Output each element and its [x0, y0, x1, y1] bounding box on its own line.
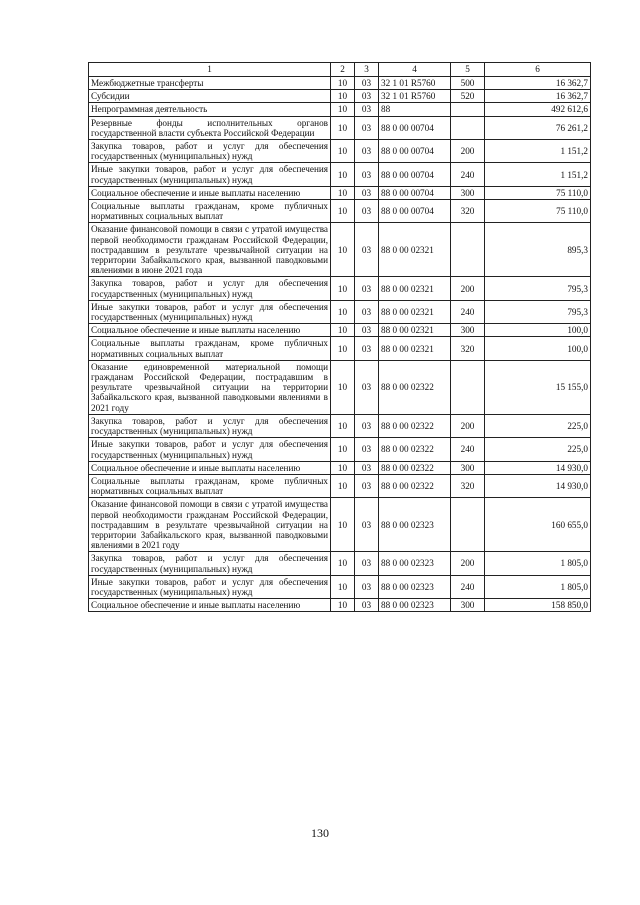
- page-number: 130: [311, 826, 329, 840]
- cell-subsection: 03: [355, 360, 379, 414]
- table-row: [89, 116, 591, 139]
- cell-subsection: 03: [355, 337, 379, 360]
- table-row: [89, 324, 591, 337]
- cell-name: Иные закупки товаров, работ и услуг для обеспечения государственных (муниципальных) нужд: [89, 300, 331, 323]
- cell-section: 10: [331, 552, 355, 575]
- cell-amount: 16 362,7: [485, 90, 591, 103]
- cell-section: 10: [331, 575, 355, 598]
- cell-subsection: 03: [355, 116, 379, 139]
- cell-subsection: 03: [355, 474, 379, 497]
- cell-expense-type: [451, 103, 485, 116]
- cell-amount: 795,3: [485, 277, 591, 300]
- cell-expense-type: [451, 360, 485, 414]
- cell-amount: 16 362,7: [485, 77, 591, 90]
- table-row: [89, 200, 591, 223]
- cell-target-code: 88 0 00 02321: [379, 277, 451, 300]
- cell-expense-type: [451, 498, 485, 552]
- cell-name: Закупка товаров, работ и услуг для обеспечения государственных (муниципальных) нужд: [89, 140, 331, 163]
- cell-amount: 158 850,0: [485, 599, 591, 612]
- cell-expense-type: 320: [451, 337, 485, 360]
- cell-name: Социальные выплаты гражданам, кроме публичных нормативных социальных выплат: [89, 200, 331, 223]
- table-row: [89, 277, 591, 300]
- header-col-name: 1: [89, 63, 331, 77]
- cell-subsection: 03: [355, 77, 379, 90]
- table-row: [89, 223, 591, 277]
- cell-expense-type: 200: [451, 140, 485, 163]
- cell-amount: 492 612,6: [485, 103, 591, 116]
- cell-name: Иные закупки товаров, работ и услуг для обеспечения государственных (муниципальных) нужд: [89, 438, 331, 461]
- cell-section: 10: [331, 324, 355, 337]
- header-col-target-code: 4: [379, 63, 451, 77]
- cell-subsection: 03: [355, 552, 379, 575]
- cell-amount: 160 655,0: [485, 498, 591, 552]
- cell-amount: 76 261,2: [485, 116, 591, 139]
- header-col-subsection: 3: [355, 63, 379, 77]
- cell-target-code: 88 0 00 02323: [379, 498, 451, 552]
- header-col-expense-type: 5: [451, 63, 485, 77]
- cell-amount: 14 930,0: [485, 474, 591, 497]
- cell-target-code: 88 0 00 00704: [379, 186, 451, 199]
- cell-amount: 225,0: [485, 414, 591, 437]
- cell-name: Оказание финансовой помощи в связи с утратой имущества первой необходимости гражданам Российской Федерации, пострадавшим в результате чрезвычайной ситуации на территории Забайкальского края, вызванной паводковыми явлениями в июне 2021 года: [89, 223, 331, 277]
- cell-target-code: 88 0 00 02321: [379, 337, 451, 360]
- cell-section: 10: [331, 77, 355, 90]
- cell-expense-type: [451, 116, 485, 139]
- cell-section: 10: [331, 163, 355, 186]
- table-row: [89, 337, 591, 360]
- cell-subsection: 03: [355, 200, 379, 223]
- table-header: [89, 63, 591, 77]
- cell-section: 10: [331, 498, 355, 552]
- table-row: [89, 77, 591, 90]
- table-row: [89, 300, 591, 323]
- table-row: [89, 163, 591, 186]
- cell-name: Резервные фонды исполнительных органов государственной власти субъекта Российской Федерации: [89, 116, 331, 139]
- cell-amount: 795,3: [485, 300, 591, 323]
- cell-expense-type: 300: [451, 599, 485, 612]
- cell-amount: 225,0: [485, 438, 591, 461]
- cell-amount: 895,3: [485, 223, 591, 277]
- cell-subsection: 03: [355, 300, 379, 323]
- cell-amount: 1 151,2: [485, 140, 591, 163]
- table-row: [89, 461, 591, 474]
- table-body: [89, 77, 591, 612]
- table-row: [89, 414, 591, 437]
- cell-expense-type: 200: [451, 552, 485, 575]
- cell-amount: 1 805,0: [485, 552, 591, 575]
- cell-target-code: 88 0 00 02322: [379, 360, 451, 414]
- table-row: [89, 552, 591, 575]
- cell-target-code: 88 0 00 00704: [379, 116, 451, 139]
- cell-name: Социальное обеспечение и иные выплаты населению: [89, 461, 331, 474]
- cell-expense-type: 240: [451, 575, 485, 598]
- header-col-section: 2: [331, 63, 355, 77]
- cell-name: Непрограммная деятельность: [89, 103, 331, 116]
- cell-expense-type: 320: [451, 200, 485, 223]
- cell-section: 10: [331, 360, 355, 414]
- cell-subsection: 03: [355, 103, 379, 116]
- table-row: [89, 599, 591, 612]
- cell-section: 10: [331, 116, 355, 139]
- cell-section: 10: [331, 277, 355, 300]
- cell-subsection: 03: [355, 186, 379, 199]
- cell-subsection: 03: [355, 90, 379, 103]
- table-row: [89, 498, 591, 552]
- cell-expense-type: 240: [451, 438, 485, 461]
- cell-section: 10: [331, 200, 355, 223]
- cell-target-code: 88 0 00 02321: [379, 223, 451, 277]
- table-row: [89, 103, 591, 116]
- cell-amount: 15 155,0: [485, 360, 591, 414]
- cell-amount: 14 930,0: [485, 461, 591, 474]
- cell-name: Межбюджетные трансферты: [89, 77, 331, 90]
- table-row: [89, 438, 591, 461]
- cell-section: 10: [331, 300, 355, 323]
- cell-subsection: 03: [355, 461, 379, 474]
- cell-subsection: 03: [355, 223, 379, 277]
- cell-amount: 1 151,2: [485, 163, 591, 186]
- cell-subsection: 03: [355, 277, 379, 300]
- cell-section: 10: [331, 438, 355, 461]
- cell-expense-type: 200: [451, 277, 485, 300]
- table-row: [89, 575, 591, 598]
- cell-target-code: 88 0 00 02322: [379, 414, 451, 437]
- cell-target-code: 88 0 00 02323: [379, 599, 451, 612]
- cell-name: Закупка товаров, работ и услуг для обеспечения государственных (муниципальных) нужд: [89, 277, 331, 300]
- cell-subsection: 03: [355, 498, 379, 552]
- budget-table: [88, 62, 591, 612]
- cell-name: Социальные выплаты гражданам, кроме публичных нормативных социальных выплат: [89, 474, 331, 497]
- cell-section: 10: [331, 461, 355, 474]
- cell-target-code: 88 0 00 02323: [379, 552, 451, 575]
- cell-section: 10: [331, 474, 355, 497]
- cell-amount: 100,0: [485, 324, 591, 337]
- cell-name: Закупка товаров, работ и услуг для обеспечения государственных (муниципальных) нужд: [89, 552, 331, 575]
- cell-target-code: 88: [379, 103, 451, 116]
- cell-name: Социальное обеспечение и иные выплаты населению: [89, 599, 331, 612]
- table-row: [89, 90, 591, 103]
- cell-expense-type: 520: [451, 90, 485, 103]
- cell-subsection: 03: [355, 324, 379, 337]
- cell-amount: 75 110,0: [485, 200, 591, 223]
- cell-target-code: 32 1 01 R5760: [379, 90, 451, 103]
- cell-target-code: 88 0 00 02322: [379, 461, 451, 474]
- cell-target-code: 88 0 00 02321: [379, 324, 451, 337]
- cell-amount: 75 110,0: [485, 186, 591, 199]
- cell-name: Социальное обеспечение и иные выплаты населению: [89, 186, 331, 199]
- cell-section: 10: [331, 103, 355, 116]
- cell-name: Закупка товаров, работ и услуг для обеспечения государственных (муниципальных) нужд: [89, 414, 331, 437]
- cell-name: Социальное обеспечение и иные выплаты населению: [89, 324, 331, 337]
- table-row: [89, 474, 591, 497]
- cell-target-code: 88 0 00 00704: [379, 163, 451, 186]
- cell-section: 10: [331, 414, 355, 437]
- cell-name: Социальные выплаты гражданам, кроме публичных нормативных социальных выплат: [89, 337, 331, 360]
- cell-section: 10: [331, 599, 355, 612]
- table-row: [89, 140, 591, 163]
- cell-target-code: 88 0 00 02322: [379, 438, 451, 461]
- cell-target-code: 88 0 00 02321: [379, 300, 451, 323]
- cell-target-code: 88 0 00 00704: [379, 140, 451, 163]
- cell-expense-type: 200: [451, 414, 485, 437]
- cell-subsection: 03: [355, 599, 379, 612]
- cell-section: 10: [331, 186, 355, 199]
- cell-amount: 100,0: [485, 337, 591, 360]
- cell-subsection: 03: [355, 140, 379, 163]
- cell-expense-type: 320: [451, 474, 485, 497]
- cell-expense-type: 240: [451, 163, 485, 186]
- cell-target-code: 88 0 00 02322: [379, 474, 451, 497]
- cell-name: Субсидии: [89, 90, 331, 103]
- cell-name: Иные закупки товаров, работ и услуг для обеспечения государственных (муниципальных) нужд: [89, 163, 331, 186]
- cell-section: 10: [331, 223, 355, 277]
- cell-section: 10: [331, 90, 355, 103]
- cell-subsection: 03: [355, 163, 379, 186]
- header-row: [89, 63, 591, 77]
- cell-target-code: 88 0 00 00704: [379, 200, 451, 223]
- cell-expense-type: 240: [451, 300, 485, 323]
- cell-target-code: 32 1 01 R5760: [379, 77, 451, 90]
- cell-name: Оказание финансовой помощи в связи с утратой имущества первой необходимости гражданам Российской Федерации, пострадавшим в результате чрезвычайной ситуации на территории Забайкальского края, вызванной паводковыми явлениями в 2021 году: [89, 498, 331, 552]
- cell-section: 10: [331, 337, 355, 360]
- cell-expense-type: 500: [451, 77, 485, 90]
- cell-name: Оказание единовременной материальной помощи гражданам Российской Федерации, пострадавшим в результате чрезвычайной ситуации на территории Забайкальского края, вызванной паводковыми явлениями в 2021 году: [89, 360, 331, 414]
- table-row: [89, 186, 591, 199]
- table-row: [89, 360, 591, 414]
- header-col-amount: 6: [485, 63, 591, 77]
- cell-name: Иные закупки товаров, работ и услуг для обеспечения государственных (муниципальных) нужд: [89, 575, 331, 598]
- cell-target-code: 88 0 00 02323: [379, 575, 451, 598]
- cell-expense-type: 300: [451, 186, 485, 199]
- cell-subsection: 03: [355, 414, 379, 437]
- cell-expense-type: [451, 223, 485, 277]
- cell-subsection: 03: [355, 575, 379, 598]
- cell-subsection: 03: [355, 438, 379, 461]
- cell-expense-type: 300: [451, 324, 485, 337]
- cell-expense-type: 300: [451, 461, 485, 474]
- cell-amount: 1 805,0: [485, 575, 591, 598]
- cell-section: 10: [331, 140, 355, 163]
